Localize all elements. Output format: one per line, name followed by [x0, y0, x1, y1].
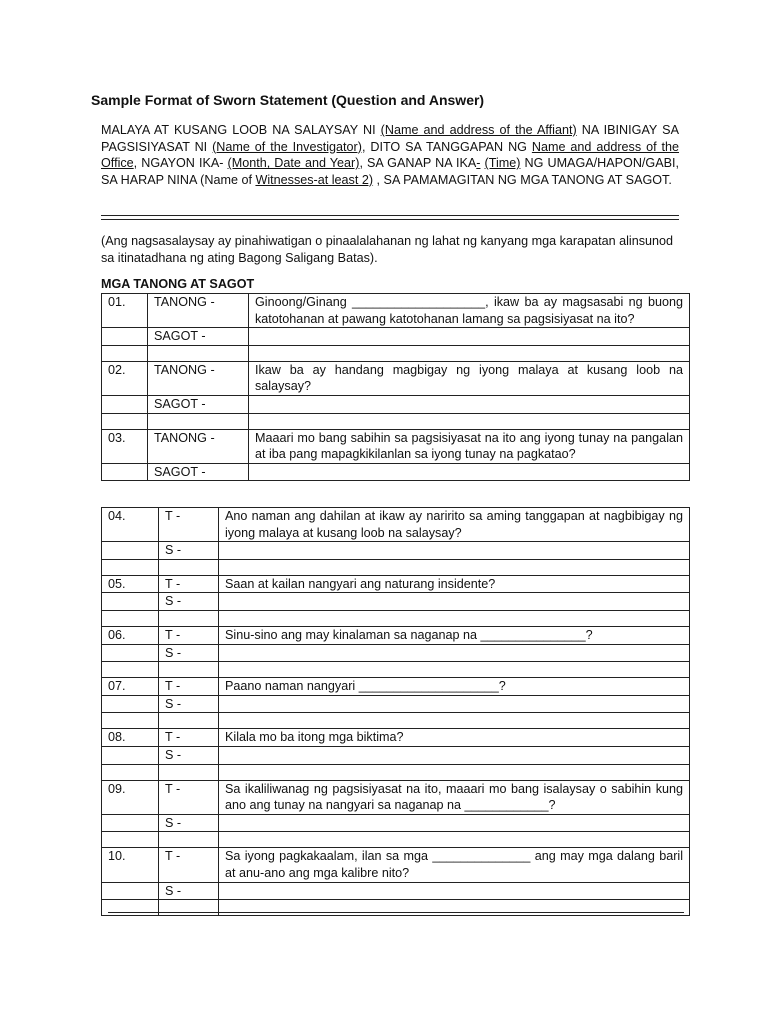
spacer-cell[interactable] [219, 832, 690, 848]
question-text: Sa ikaliliwanag ng pagsisiyasat na ito, maaari mo bang isalaysay o sabihin kung ano ang tunay na nangyari sa naganap na ____________? [219, 780, 690, 814]
section-heading: MGA TANONG AT SAGOT [101, 277, 255, 291]
question-number: 01. [102, 294, 148, 328]
answer-row [102, 328, 690, 346]
answer-number-cell [102, 328, 148, 346]
spacer-cell [102, 764, 159, 780]
answer-number-cell [102, 644, 159, 662]
question-text: Paano naman nangyari ____________________? [219, 678, 690, 696]
intro-text: , DITO SA TANGGAPAN NG [361, 139, 532, 154]
question-label: T - [159, 508, 219, 542]
spacer-row [102, 764, 690, 780]
answer-number-cell [102, 814, 159, 832]
question-number: 05. [102, 575, 159, 593]
spacer-row [102, 413, 690, 429]
question-row [102, 626, 690, 644]
answer-label: S - [159, 695, 219, 713]
answer-field[interactable] [219, 542, 690, 560]
intro-text: , NGAYON IKA- [133, 156, 228, 171]
answer-number-cell [102, 882, 159, 900]
spacer-cell [102, 345, 148, 361]
qa-table-short-labels [101, 507, 690, 916]
answer-field[interactable] [249, 395, 690, 413]
spacer-cell [159, 832, 219, 848]
question-label: TANONG - [148, 361, 249, 395]
intro-text: NG UMAGA/HAPON/GABI, SA HARAP NINA (Name of [101, 156, 680, 187]
spacer-cell[interactable] [219, 662, 690, 678]
answer-field[interactable] [249, 463, 690, 481]
date-placeholder: (Month, Date and Year) [227, 156, 360, 171]
spacer-cell [102, 713, 159, 729]
answer-field[interactable] [219, 882, 690, 900]
answer-label: SAGOT - [148, 328, 249, 346]
answer-label: S - [159, 814, 219, 832]
answer-row [102, 814, 690, 832]
intro-paragraph [101, 122, 679, 188]
question-row [102, 361, 690, 395]
question-row [102, 780, 690, 814]
question-text: Sa iyong pagkakaalam, ilan sa mga ______________ ang may mga dalang baril at anu-ano ang mga kalibre nito? [219, 848, 690, 882]
question-label: TANONG - [148, 429, 249, 463]
spacer-cell [102, 662, 159, 678]
answer-number-cell [102, 542, 159, 560]
answer-row [102, 593, 690, 611]
answer-label: SAGOT - [148, 395, 249, 413]
answer-field[interactable] [219, 746, 690, 764]
spacer-cell [159, 764, 219, 780]
answer-row [102, 542, 690, 560]
spacer-cell [159, 559, 219, 575]
intro-text: MALAYA AT KUSANG LOOB NA SALAYSAY NI [101, 123, 381, 137]
question-label: T - [159, 575, 219, 593]
question-number: 07. [102, 678, 159, 696]
intro-text: , SA PAMAMAGITAN NG MGA TANONG AT SAGOT. [373, 172, 672, 187]
question-text: Maaari mo bang sabihin sa pagsisiyasat na ito ang iyong tunay na pangalan at iba pang mapagkikilanlan sa iyong tunay na pagkatao? [249, 429, 690, 463]
question-number: 06. [102, 626, 159, 644]
question-text: Ginoong/Ginang ___________________, ikaw ba ay magsasabi ng buong katotohanan at pawang katotohanan lamang sa pagsisiyasat na ito? [249, 294, 690, 328]
question-row [102, 429, 690, 463]
answer-number-cell [102, 695, 159, 713]
question-row [102, 508, 690, 542]
question-label: T - [159, 780, 219, 814]
spacer-row [102, 610, 690, 626]
spacer-cell [102, 559, 159, 575]
question-text: Sinu-sino ang may kinalaman sa naganap na _______________? [219, 626, 690, 644]
spacer-cell[interactable] [249, 413, 690, 429]
question-label: T - [159, 729, 219, 747]
spacer-cell [159, 610, 219, 626]
spacer-cell[interactable] [219, 559, 690, 575]
question-row [102, 678, 690, 696]
answer-number-cell [102, 463, 148, 481]
answer-row [102, 463, 690, 481]
answer-number-cell [102, 395, 148, 413]
question-label: T - [159, 848, 219, 882]
question-row [102, 848, 690, 882]
answer-row [102, 882, 690, 900]
answer-label: S - [159, 746, 219, 764]
spacer-cell[interactable] [219, 610, 690, 626]
answer-field[interactable] [219, 593, 690, 611]
question-number: 04. [102, 508, 159, 542]
answer-number-cell [102, 746, 159, 764]
answer-row [102, 644, 690, 662]
answer-label: S - [159, 644, 219, 662]
spacer-cell[interactable] [249, 345, 690, 361]
question-number: 09. [102, 780, 159, 814]
spacer-cell[interactable] [219, 713, 690, 729]
spacer-row [102, 713, 690, 729]
spacer-cell [148, 345, 249, 361]
question-number: 10. [102, 848, 159, 882]
answer-row [102, 746, 690, 764]
answer-label: S - [159, 542, 219, 560]
answer-number-cell [102, 593, 159, 611]
question-text: Ikaw ba ay handang magbigay ng iyong malaya at kusang loob na salaysay? [249, 361, 690, 395]
answer-field[interactable] [219, 814, 690, 832]
double-divider [101, 215, 679, 220]
question-row [102, 294, 690, 328]
question-row [102, 575, 690, 593]
answer-label: S - [159, 593, 219, 611]
qa-table-body [102, 294, 690, 481]
rights-note: (Ang nagsasalaysay ay pinahiwatigan o pinaalalahanan ng lahat ng kanyang mga karapatan alinsunod sa itinatadhana ng ating Bagong Saligang Batas). [101, 234, 674, 265]
spacer-cell [102, 610, 159, 626]
end-divider [108, 912, 684, 916]
answer-field[interactable] [219, 644, 690, 662]
spacer-cell [159, 662, 219, 678]
answer-row [102, 395, 690, 413]
intro-dash: - [476, 156, 481, 171]
spacer-cell [102, 413, 148, 429]
question-label: TANONG - [148, 294, 249, 328]
question-label: T - [159, 678, 219, 696]
answer-field[interactable] [219, 695, 690, 713]
answer-field[interactable] [249, 328, 690, 346]
witnesses-placeholder: Witnesses-at least 2) [255, 172, 374, 187]
question-text: Saan at kailan nangyari ang naturang insidente? [219, 575, 690, 593]
time-placeholder: (Time) [484, 156, 521, 171]
spacer-row [102, 559, 690, 575]
spacer-row [102, 832, 690, 848]
intro-text: , SA GANAP NA IKA [359, 156, 477, 171]
answer-label: S - [159, 882, 219, 900]
document-title: Sample Format of Sworn Statement (Question and Answer) [91, 92, 485, 108]
intro-text: NA IBINIGAY SA PAGSISIYASAT NI [101, 123, 679, 154]
affiant-placeholder: (Name and address of the Affiant) [380, 123, 577, 137]
question-number: 03. [102, 429, 148, 463]
question-label: T - [159, 626, 219, 644]
question-number: 02. [102, 361, 148, 395]
answer-label: SAGOT - [148, 463, 249, 481]
spacer-cell [148, 413, 249, 429]
spacer-row [102, 662, 690, 678]
spacer-cell [102, 832, 159, 848]
question-text: Ano naman ang dahilan at ikaw ay naririto sa aming tanggapan at nagbibigay ng iyong malaya at kusang loob na salaysay? [219, 508, 690, 542]
investigator-placeholder: (Name of the Investigator) [212, 139, 362, 154]
spacer-cell [159, 713, 219, 729]
qa-table-full-labels [101, 293, 690, 481]
question-row [102, 729, 690, 747]
question-number: 08. [102, 729, 159, 747]
qa-table-body [102, 508, 690, 916]
spacer-row [102, 345, 690, 361]
office-placeholder: Name and address of the Office [101, 139, 679, 171]
answer-row [102, 695, 690, 713]
spacer-cell[interactable] [219, 764, 690, 780]
question-text: Kilala mo ba itong mga biktima? [219, 729, 690, 747]
